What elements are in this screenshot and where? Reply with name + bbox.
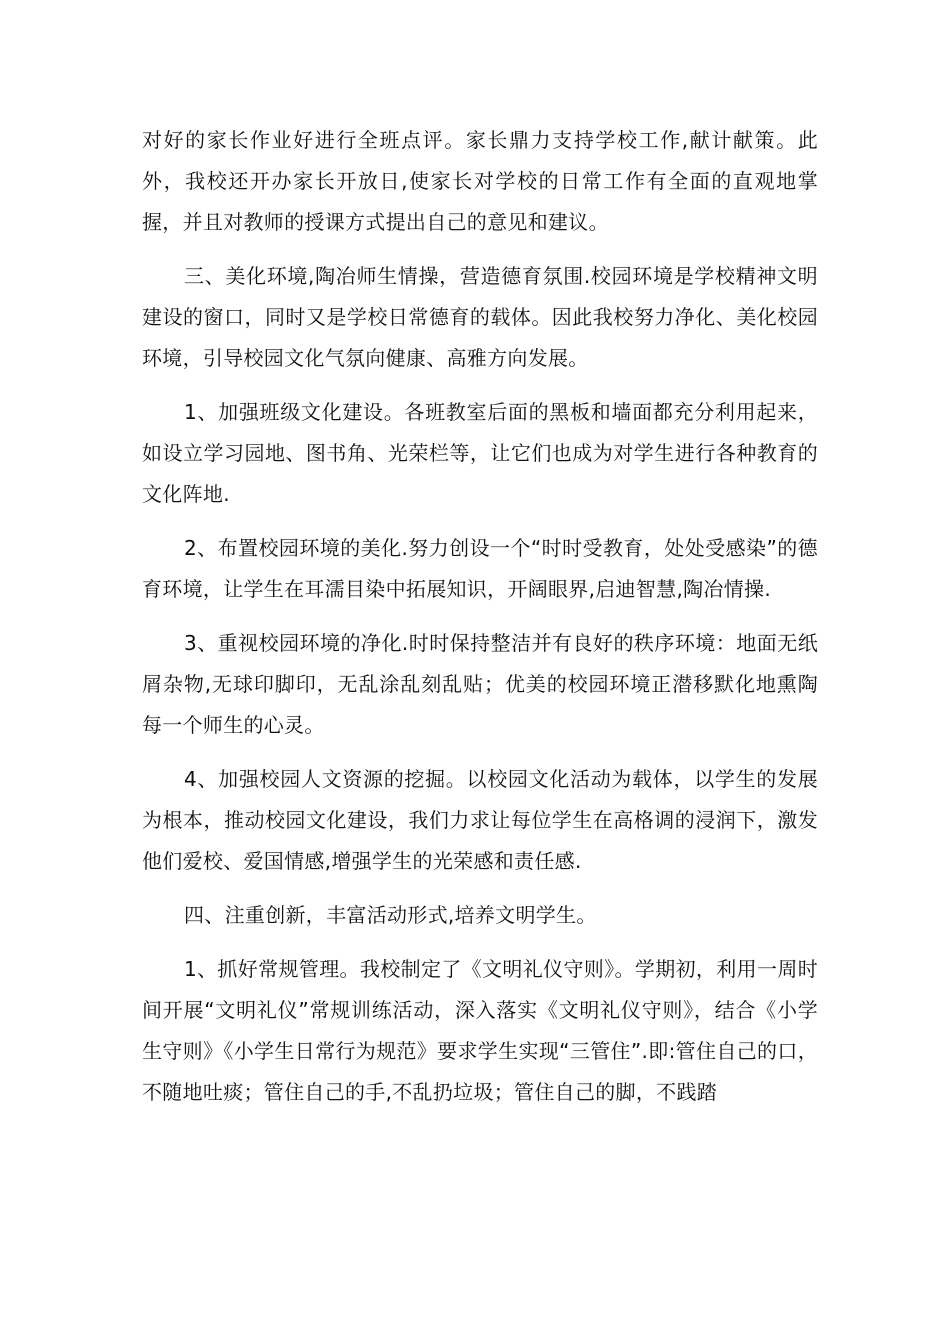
- paragraph: 1、加强班级文化建设。各班教室后面的黑板和墙面都充分利用起来，如设立学习园地、图书角、光荣栏等，让它们也成为对学生进行各种教育的文化阵地.: [142, 400, 818, 506]
- paragraph: 三、美化环境,陶冶师生情操，营造德育氛围.校园环境是学校精神文明建设的窗口，同时又是学校日常德育的载体。因此我校努力净化、美化校园环境，引导校园文化气氛向健康、高雅方向发展。: [142, 264, 818, 370]
- paragraph: 四、注重创新，丰富活动形式,培养文明学生。: [184, 903, 597, 927]
- paragraph: 1、抓好常规管理。我校制定了《文明礼仪守则》。学期初，利用一周时间开展“文明礼仪”常规训练活动，深入落实《文明礼仪守则》，结合《小学生守则》《小学生日常行为规范》要求学生实现“三管住”.即:管住自己的口，不随地吐痰；管住自己的手,不乱扔垃圾；管住自己的脚，不践踏: [142, 957, 818, 1104]
- paragraph: 4、加强校园人文资源的挖掘。以校园文化活动为载体，以学生的发展为根本，推动校园文化建设，我们力求让每位学生在高格调的浸润下，激发他们爱校、爱国情感,增强学生的光荣感和责任感.: [142, 767, 818, 873]
- paragraph: 3、重视校园环境的净化.时时保持整洁并有良好的秩序环境：地面无纸屑杂物,无球印脚印，无乱涂乱刻乱贴；优美的校园环境正潜移默化地熏陶每一个师生的心灵。: [142, 631, 818, 737]
- document-body: [142, 120, 818, 1126]
- paragraph: 对好的家长作业好进行全班点评。家长鼎力支持学校工作,献计献策。此外，我校还开办家长开放日,使家长对学校的日常工作有全面的直观地掌握，并且对教师的授课方式提出自己的意见和建议。: [142, 128, 818, 234]
- paragraph: 2、布置校园环境的美化.努力创设一个“时时受教育，处处受感染”的德育环境，让学生在耳濡目染中拓展知识，开阔眼界,启迪智慧,陶冶情操.: [142, 536, 818, 601]
